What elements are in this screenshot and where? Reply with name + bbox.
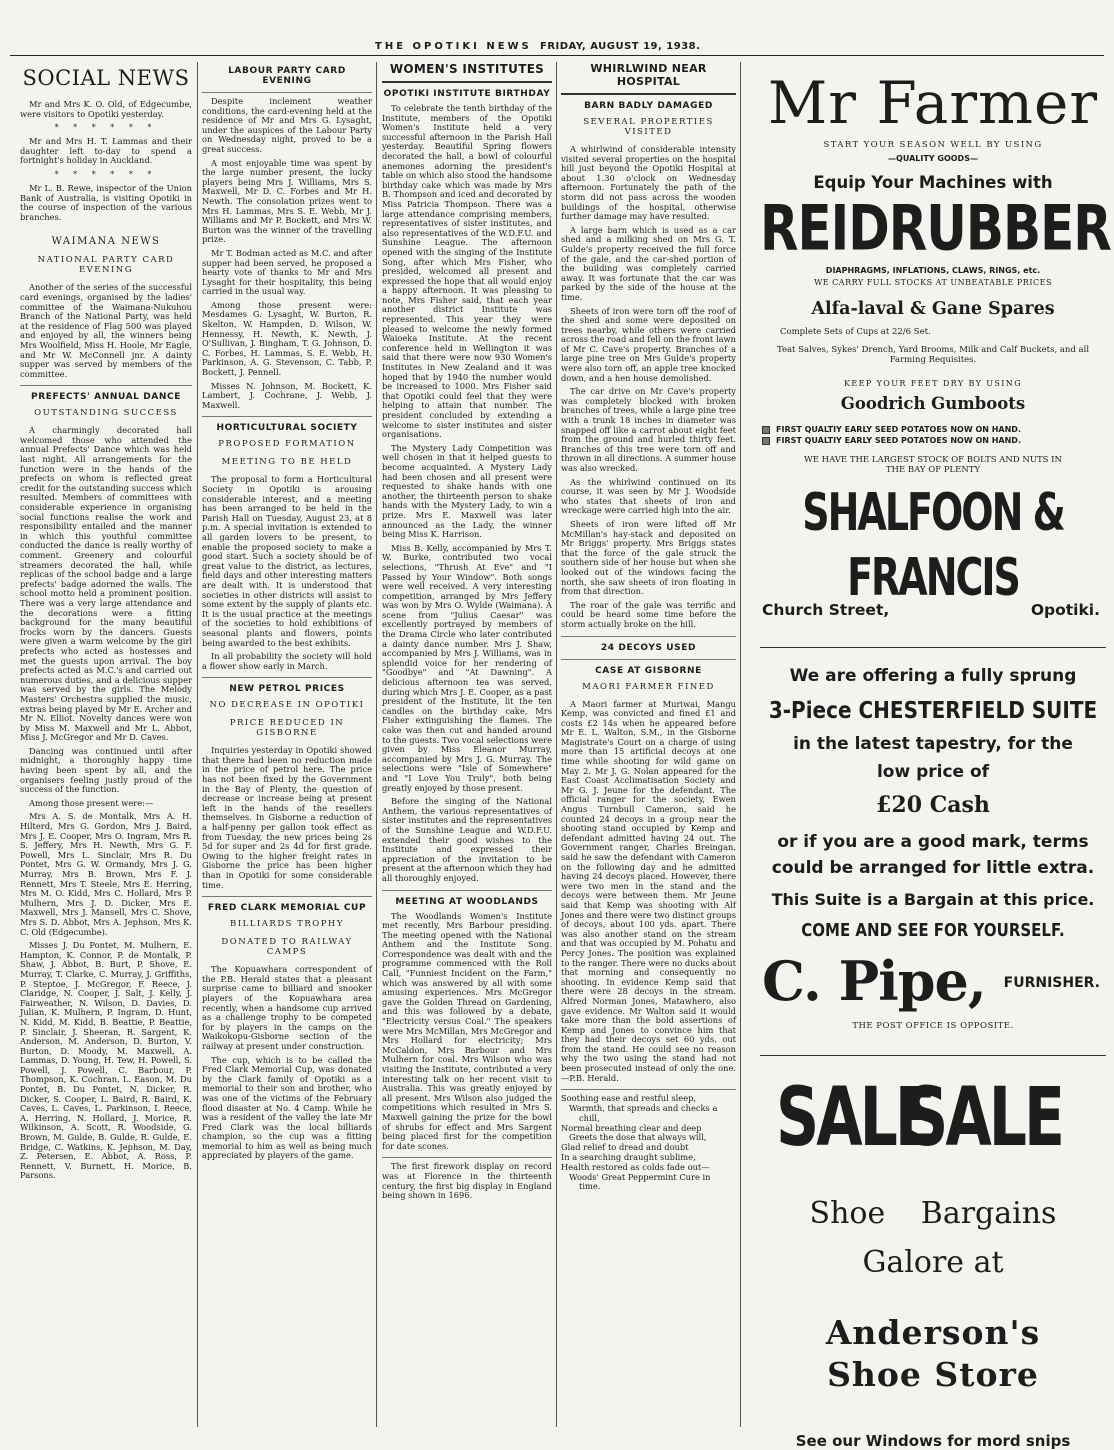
divider [202,677,372,678]
institute-birthday-heading: OPOTIKI INSTITUTE BIRTHDAY [383,89,551,99]
bullet-square-icon [762,426,770,434]
mr-farmer-headline: Mr Farmer [767,69,1099,137]
national-party-heading: NATIONAL PARTY CARD EVENING [37,255,175,276]
chesterfield-line: 3-Piece CHESTERFIELD SUITE [768,696,1098,724]
labour-party-heading: LABOUR PARTY CARD EVENING [228,66,346,86]
article-paragraph: Sheets of iron were lifted off Mr McMillan's hay-stack and deposited on Mr Briggs' property. Mrs Briggs states that the force of the gale struck the southern side of her house but when she looked out of the windows facing the north, she saw sheets of iron floating in from that direction. [561,518,736,597]
diaphragms-line: DIAPHRAGMS, INFLATIONS, CLAWS, RINGS, etc. [825,266,1041,275]
newspaper-title: THE OPOTIKI NEWS [375,41,532,52]
article-paragraph: Mr and Mrs H. T. Lammas and their daughter left to-day to spend a fortnight's holiday in Auckland. [20,136,192,166]
article-paragraph: A whirlwind of considerable intensity visited several properties on the hospital hill just beyond the Opotiki Hospital at about 1.30 o'clock on Wednesday afternoon. Fortunately the path of the storm did not pass across the wooden buildings of the hospital, otherwise further damage may have resulted. [561,144,736,222]
article-paragraph: Another of the series of the successful card evenings, organised by the ladies' committee of the Waimana-Nukuhou Branch of the National Party, was held at the residence of Flag 500 was played and enjoyed by all, the winners being Mrs Woolfield, Miss H. Hoole, Mr Eagle, and Mr W. McConnell jnr. A dainty supper was served by members of the committee. [20,282,192,379]
potatoes-line-2 [762,436,1106,445]
potatoes-text: FIRST QUALTIY EARLY SEED POTATOES NOW ON HAND. [776,436,1021,445]
bolts-nuts-line: WE HAVE THE LARGEST STOCK OF BOLTS AND NUTS IN THE BAY OF PLENTY [804,455,1062,475]
woodlands-heading: MEETING AT WOODLANDS [395,896,539,907]
bullet-square-icon [762,437,770,445]
sale-word: SALE [776,1070,933,1166]
article-paragraph: Sheets of iron were torn off the roof of the shed and some were deposited on trees nearby, while others were carried across the road and fell on the front lawn of Mr C. Cave's property. Branches of a large pine tree on Mrs Gulde's property were also torn off, an apple tree knocked down, and a hen house demolished. [561,305,736,383]
poem-line: In a searching draught sublime, [561,1152,696,1163]
article-paragraph: A Maori farmer at Muriwai, Mangu Kemp, was convicted and fined £1 and costs £2 14s when he appeared before Mr E. L. Walton, S.M., in the Gisborne Magistrate's Court on a charge of using more than 15 artificial decoys at one time while shooting for wild game on May 2. Mr J. G. Nolan appeared for the East Coast Acclimatisation Society and Mr G. J. Jeune for the defendant. The official ranger for the society, Ewen Angus Turnbull Cameron, said he counted 24 decoys in a group near the shooting stand occupied by Kemp and defendant admitted having 24 out. The Government ranger, Charles Breingan, said he saw the defendant with Cameron on the following day and he admitted having 24 decoys placed. However, there were two men in the stand and the decoys were between them. Mr Jeune said that Kemp was shooting with Alf Jones and there were two distinct groups of decoys, about 100 yds. apart. There was also another stand on the stream and that was occupied by M. Pohatu and Percy Jones. The position was explained to the ranger. There were no ducks about that morning and consequently no shooting. In evidence Kemp said that there were 28 decoys in the stream. Alfred Norman Jones, Matawhero, also gave evidence. Mr Walton said it would take more than the bold assertions of Kemp and Jones to convince him that they had their decoys set 60 yds. out from the stand. He could see no reason why the two using the stand had not been prosecuted instead of only the one.—P.B. Herald. [561,698,736,1083]
price-reduced-heading: PRICE REDUCED IN GISBORNE [229,718,345,739]
poem-line: Normal breathing clear and deep [561,1122,702,1133]
several-properties-heading: SEVERAL PROPERTIES VISITED [583,117,714,137]
article-paragraph: Misses N. Johnson, M. Bockett, K. Lambert, J. Cochrane, J. Webb, J. Maxwell. [202,380,372,410]
divider [202,92,372,93]
potatoes-text: FIRST QUALTIY EARLY SEED POTATOES NOW ON HAND. [776,425,1021,434]
donated-heading: DONATED TO RAILWAY CAMPS [221,937,353,958]
column-divider [556,62,557,1427]
shalfoon-francis-logo: SHALFOON & FRANCIS [802,482,1064,608]
tapestry-line: in the latest tapestry, for the [793,734,1073,754]
article-paragraph: Inquiries yesterday in Opotiki showed that there had been no reduction made in the price of petrol here. The price has not been fixed by the Government in the Bay of Plenty, the question of decrease or increase being at present left in the hands of the resellers themselves. In Gisborne a reduction of a half-penny per gallon took effect as from Tuesday, the new prices being 2s 5d for super and 2s 4d for first grade. Owing to the higher freight rates in Gisborne the price has been higher than in Opotiki for some considerable time. [202,745,372,890]
masthead [0,38,1114,56]
full-stocks-line: WE CARRY FULL STOCKS AT UNBEATABLE PRICES [814,278,1052,287]
poem-line: time. [579,1181,601,1192]
article-paragraph: Misses J. Du Pontet, M. Mulhern, E. Hampton, K. Connor, P. de Montalk, P. Shaw, J. Abbot, B. Burt, P. Shove, E. Murray, T. Clarke, C. Murray, J. Griffiths, P. Steptoe, J. McGregor, F. Reece, J. Claridge, N. Cooper, J. Salt, J. Kelly, J. Fairweather, N. Wilson, D. Davies, D. Julian, K. Mulhern, P. Ingram, D. Hunt, N. Kidd, M. Kidd, B. Beattie, P. Beattie, P. Sinclair, J. Sheeran, R. Sargent, K. Anderson, M. Anderson, D. Burton, V. Burton, D. Moody, M. Maxwell, A. Lammas, D. Young, H. Tew, H. Powell, S. Powell, J. Powell, C. Barbour, P. Thompson, K. Cochran, L. Eason, M. Du Pontet, B. Du Pontet, N. Dicker, R. Dicker, S. Cooper, L. Baird, R. Baird, K. Caves, L. Caves, L. Parkinson, I. Reece, A. Herring, N. Hollard, J. Morice, R. Wilkinson, A. Scott, R. Woodside, G. Brown, M. Gulde, B. Gulde, R. Gulde, E. Bridge, C. Watkins, K. Jephson, M. Day, Z. Petersen, E. Abbot, A. Ross, P. Rennett, V. Burnett, H. Morice, B. Parsons. [20,940,192,1181]
poem-line: Health restored as colds fade out— [561,1161,710,1172]
article-paragraph: Among those present were: Mesdames G. Lysaght, W. Burton, R. Skelton, W. Hampden, D. Wilson, W. Hennessy, H. Newth, K. Newth, J. O'Sullivan, J. Bingham, T. G. Johnson, D. C. Forbes, H. Lammas, S. E. Webb, H. Parkinson, A. G. Stevenson, C. Tabb, P. Bockett, J. Pennell. [202,299,372,378]
article-paragraph: Among those present were:— [29,797,154,808]
article-paragraph: The proposal to form a Horticultural Society in Opotiki is arousing considerable interest, and a meeting has been arranged to be held in the Parish Hall on Tuesday, August 23, at 8 p.m. A special invitation is extended to all garden lovers to be present, to enable the proposed society to make a good start. Such a society should be of great value to the district, as lectures, field days and other interesting matters are dealt with. It is understood that societies in other districts will assist to some extent by the supply of plants etc. It is the usual practice at the meetings of the societies to hold exhibitions of seasonal plants and flowers, points being awarded to the best exhibits. [202,474,372,648]
post-office-line: THE POST OFFICE IS OPPOSITE. [852,1021,1014,1031]
address-line [760,601,1106,625]
column-social-news [20,62,192,1432]
column-divider [376,62,377,1427]
whirlwind-heading: WHIRLWIND NEAR HOSPITAL [590,62,707,88]
equip-line: Equip Your Machines with [813,173,1053,192]
article-paragraph: Mr and Mrs K. O. Old, of Edgecumbe, were visitors to Opotiki yesterday. [20,99,192,119]
womens-institutes-heading: WOMEN'S INSTITUTES [389,62,545,76]
come-see-line: COME AND SEE FOR YOURSELF. [801,919,1065,941]
divider [561,659,736,660]
prefects-dance-heading: PREFECTS' ANNUAL DANCE [31,392,181,403]
divider [382,1157,552,1158]
windows-line: See our Windows for mord snips [795,1432,1071,1450]
potatoes-line-1 [762,425,1106,434]
good-mark-line: or if you are a good mark, terms [777,832,1089,852]
column-labour-party [202,62,372,1432]
poem-line: Greets the dose that always will, [569,1132,707,1143]
ad-divider [760,647,1106,648]
barn-damaged-heading: BARN BADLY DAMAGED [584,101,713,111]
divider [382,890,552,891]
billiards-heading: BILLIARDS TROPHY [230,919,344,930]
article-paragraph: Despite inclement weather conditions, the card-evening held at the residence of Mr and Mrs G. Lysaght, under the auspices of the Labour Party on Wednesday night, proved to be a great success. [202,96,372,154]
reidrubber-logo: REIDRUBBER [760,191,1111,265]
article-paragraph: To celebrate the tenth birthday of the Institute, members of the Opotiki Women's Institute held a very successful afternoon in the Parish Hall yesterday. Beautiful Spring flowers decorated the hall, a bowl of colourful anemones adorning the president's table on which also stood the handsome birthday cake which was made by Mrs B. Thompson and iced and decorated by Miss Patricia Thompson. There was a large attendance comprising members, representatives of sister institutes, and also representatives of the W.D.F.U. and Sunshine League. The afternoon opened with the singing of the Institute Song, after which Mrs Fisher, who presided, welcomed all present and expressed the hope that all would enjoy a happy afternoon. It was pleasing to note, Mrs Fisher said, that each year another district Institute was represented. This year they were pleased to welcome the newly formed Waioeka Institute. At the recent conference held in Wellington it was said that there were now 930 Women's Institutes in New Zealand and it was hoped that by 1940 the number would be increased to 1000. Mrs Fisher said that Opotiki could feel that they were helping to attain that number. The president concluded by extending a welcome to sister institutes and sister organisations. [382,103,552,440]
article-paragraph: Before the singing of the National Anthem, the various representatives of sister institutes and the representatives of the Sunshine League and W.D.F.U. extended their good wishes to the Institute and expressed their appreciation of the invitation to be present at the afternoon which they had all thoroughly enjoyed. [382,796,552,883]
start-season-line: START YOUR SEASON WELL BY USING [823,140,1043,150]
column-womens-institutes [382,62,552,1432]
quality-goods-line: —QUALITY GOODS— [888,154,978,163]
shoe-store-line: Shoe Store [827,1355,1039,1394]
poem-line: chill, [579,1112,600,1123]
poem-line: Woods' Great Peppermint Cure in [569,1171,711,1182]
waimana-heading: WAIMANA NEWS [51,236,161,248]
anderson-line: Anderson's [825,1313,1041,1352]
outstanding-success-heading: OUTSTANDING SUCCESS [34,408,178,419]
poem-line: Glad relief to dread and doubt [561,1142,689,1153]
sale-banner [760,1070,1106,1178]
decoys-heading: 24 DECOYS USED [600,642,697,653]
article-paragraph: The Kopuawhara correspondent of the P.B. Herald states that a pleasant surprise came to billiard and snooker players of the Kopuawhara area recently, when a handsome cup arrived as a challenge trophy to be competed for by players in the camps on the Waikokopu-Gisborne section of the railway at present under construction. [202,964,372,1051]
proposed-formation-heading: PROPOSED FORMATION [218,439,356,450]
alfa-laval-line: Alfa-laval & Gane Spares [811,299,1055,319]
arranged-line: could be arranged for little extra. [771,858,1095,878]
article-paragraph: The roar of the gale was terrific and could be heard some time before the storm actually broke on the hill. [561,599,736,629]
cups-line: Complete Sets of Cups at 22/6 Set. [780,327,931,337]
article-paragraph: The Mystery Lady Competition was well chosen in that it helped guests to become acquainted. A Mystery Lady had been chosen and all present were requested to shake hands with one another, the thirteenth person to shake hands with the Mystery Lady, to win a prize. Mrs E. Maxwell was later announced as the Lady, the winner being Miss K. Harrison. [382,442,552,540]
divider [561,93,736,95]
case-gisborne-heading: CASE AT GISBORNE [595,665,702,676]
column-divider [197,62,198,1427]
column-whirlwind [561,62,736,1432]
offering-line: We are offering a fully sprung [789,666,1077,686]
article-paragraph: Dancing was continued until after midnight, a thoroughly happy time having been spent by all, and the organisers feeling justly proud of the success of the function. [20,745,192,795]
masthead-rule [10,55,1104,56]
article-paragraph: Miss B. Kelly, accompanied by Mrs T. W. Burke, contributed two vocal selections, "Thrush At Eve" and "I Passed by Your Window". Both songs were well received. A very interesting competition, arranged by Mrs Jeffery was won by Mrs O. Wylde (Waimana). A scene from "Julius Caesar" was excellently portrayed by members of the Drama Circle who later contributed a dainty dance number. Mrs J. Shaw, accompanied by Mrs J. Williams, was in splendid voice for her rendering of "Goodbye" and "At Dawning". A delicious afternoon tea was served, during which Mrs J. E. Cooper, as a past president of the Institute, lit the ten candles on the birthday cake, Mrs Fisher extinguishing the flames. The cake was then cut and handed around to the guests. Two vocal selections were given by Miss Eleanor Murray, accompanied by Mrs J. G. Murray. The selections were "Isle of Somewhere" and "I Love You Truly", both being greatly enjoyed by those present. [382,542,552,793]
divider [202,416,372,417]
divider [202,896,372,897]
bargain-line: This Suite is a Bargain at this price. [771,890,1095,909]
article-paragraph: A charmingly decorated hall welcomed those who attended the annual Prefects' Dance which was held last night. All arrangements for the function were in the hands of the prefects on whom is reflected great credit for the outstanding success which resulted. Members of committees with considerable experience in organising social functions realise the work and responsibility entailed and the manner in which this youthful committee conducted the dance is really worthy of comment. Greenery and colourful streamers decorated the hall, while replicas of the school badge and a large prefects' badge adorned the walls. The school motto held a prominent position. There was a very large attendance and the decorations were a fitting background for the many beautiful frocks worn by the dancers. Guests were given a warm welcome by the girl prefects who acted as hostesses and met the guests upon arrival. The boy prefects acted as M.C.'s and carried out numerous duties, and a delicious supper was served by the girls. The Melody Masters' Orchestra supplied the music, extras being played by Mr E. Archer and Mr N. Elliot. Novelty dances were won by Miss M. Maxwell and Mr L. Abbot, Miss J. McGregor and Mr D. Caves. [20,425,192,743]
divider [382,81,552,83]
goodrich-line: Goodrich Gumboots [840,394,1026,413]
furnisher-label: FURNISHER. [1003,975,1100,991]
article-paragraph: Mr L. B. Rewe, inspector of the Union Bank of Australia, is visiting Opotiki in the course of inspection of the various branches. [20,182,192,222]
keep-feet-dry-line: KEEP YOUR FEET DRY BY USING [844,379,1022,388]
article-paragraph: A most enjoyable time was spent by the large number present, the lucky players being Mrs J. Williams, Mrs S. Maxwell, Mr D. C. Forbes and Mr H. Newth. The consolation prizes went to Mrs H. Lammas, Mrs S. E. Webb, Mr J. Williams and Mr P. Bockett, and Mrs W. Burton was the winner of the travelling prize. [202,157,372,245]
opotiki-town: Opotiki. [1030,601,1100,619]
advertisement-column [760,62,1111,1450]
ad-divider [760,1055,1106,1056]
poem-line: Soothing ease and restful sleep, [561,1093,697,1104]
column-divider [740,62,741,1427]
issue-date: FRIDAY, AUGUST 19, 1938. [540,41,701,52]
teat-salves-line: Teat Salves, Sykes' Drench, Yard Brooms, Milk and Calf Buckets, and all Farming Requisites. [776,345,1090,365]
no-decrease-heading: NO DECREASE IN OPOTIKI [209,700,365,711]
fred-clark-heading: FRED CLARK MEMORIAL CUP [207,903,367,914]
article-paragraph: A large barn which is used as a car shed and a milking shed on Mrs G. T. Gulde's property received the full force of the gale, and the car-shed portion of the building was completely carried away. It was fortunate that the car was parked by the side of the house at the time. [561,224,736,302]
article-paragraph: Mr T. Bodman acted as M.C. and after supper had been served, he proposed a hearty vote of thanks to Mr and Mrs Lysaght for their hospitality, this being carried in the usual way. [202,247,372,297]
article-paragraph: The cup, which is to be called the Fred Clark Memorial Cup, was donated by the Clark family of Opotiki as a memorial to their son and brother, who was one of the victims of the February flood disaster at No. 4 Camp. While he was a resident of the valley the late Mr Fred Clark was the local billiards champion, so the cup was a fitting memorial to him as well as being much appreciated by players of the game. [202,1054,372,1161]
social-news-heading: SOCIAL NEWS [22,66,190,90]
meeting-heading: MEETING TO BE HELD [221,457,353,468]
petrol-prices-heading: NEW PETROL PRICES [229,684,345,695]
divider [561,1089,736,1090]
divider [20,385,192,386]
article-paragraph: The car drive on Mr Cave's property was completely blocked with broken branches of trees, while a large pine tree with a trunk 18 inches in diameter was snapped off like a carrot about eight feet from the ground and hurled thirty feet. Branches of this tree were torn off and thrown in all directions. A summer house was also wrecked. [561,386,736,473]
article-paragraph: In all probability the society will hold a flower show early in March. [202,651,372,671]
poem-line: Warmth, that spreads and checks a [569,1103,718,1114]
article-paragraph: The Woodlands Women's Institute met recently, Mrs Barbour presiding. The meeting opened with the National Anthem and the Institute Song. Correspondence was dealt with and the programme commenced with the Roll Call, "Funniest Incident on the Farm," which was answered by all with some amusing experiences. Mrs McGregor gave the Golden Thread on Gardening, and this was followed by a debate, "Electricity versus Coal." The speakers were Mrs McMillan, Mrs McGregor and Mrs Hollard for electricity; Mrs McCaldon, Mrs Barbour and Mrs Mulhern for coal. Mrs Wilson who was visiting the Institute, contributed a very interesting talk on her recent visit to Australia. This was greatly enjoyed by all present. Mrs Wilson also judged the competitions which resulted in Mrs S. Maxwell gaining the prize for the bowl of shrubs for effect and Mrs Sargent being placed first for the competition for date scones. [382,910,552,1151]
low-price-line: low price of [876,762,990,782]
article-paragraph: The first firework display on record was at Florence in the thirteenth century, the first big display in England being shown in 1696. [382,1161,552,1201]
shoe-bargains-line: Shoe Bargains [809,1196,1057,1231]
church-street: Church Street, [762,601,890,619]
galore-line: Galore at [862,1245,1004,1280]
c-pipe-logo: C. Pipe, [762,949,986,1013]
divider [561,636,736,637]
article-paragraph: As the whirlwind continued on its course, it was seen by Mr J. Woodside who states that sheets of iron and wreckage were carried high into the air. [561,476,736,516]
sale-word: SALE [905,1070,1062,1166]
maori-farmer-heading: MAORI FARMER FINED [582,681,715,692]
price-cash: £20 Cash [876,792,990,818]
article-paragraph: Mrs A. S. de Montalk, Mrs A. H. Hilterd, Mrs G. Gordon, Mrs J. Baird, Mrs J. E. Cooper, Mrs O. Ingram, Mrs R. S. Jeffery, Mrs H. Newth, Mrs G. F. Powell, Mrs L. Sinclair, Mrs R. Du Pontet, Mrs G. W. Ormandy, Mrs J. G. Murray, Mrs B. Brown, Mrs F. J. Rennett, Mrs T. Steele, Mrs E. Herring, Mrs M. O. Kidd, Mrs C. Hollard, Mrs P. Mulhern, Mrs J. D. Dicker, Mrs E. Maxwell, Mrs J. Mansell, Mrs C. Shove, Mrs S. D. Abbot, Mrs A. Jephson, Mrs K. C. Old (Edgecumbe). [20,811,192,937]
star-separator: * * * * * * [54,169,158,179]
star-separator: * * * * * * [54,123,158,133]
c-pipe-block [760,951,1106,1015]
horticultural-heading: HORTICULTURAL SOCIETY [216,423,358,434]
